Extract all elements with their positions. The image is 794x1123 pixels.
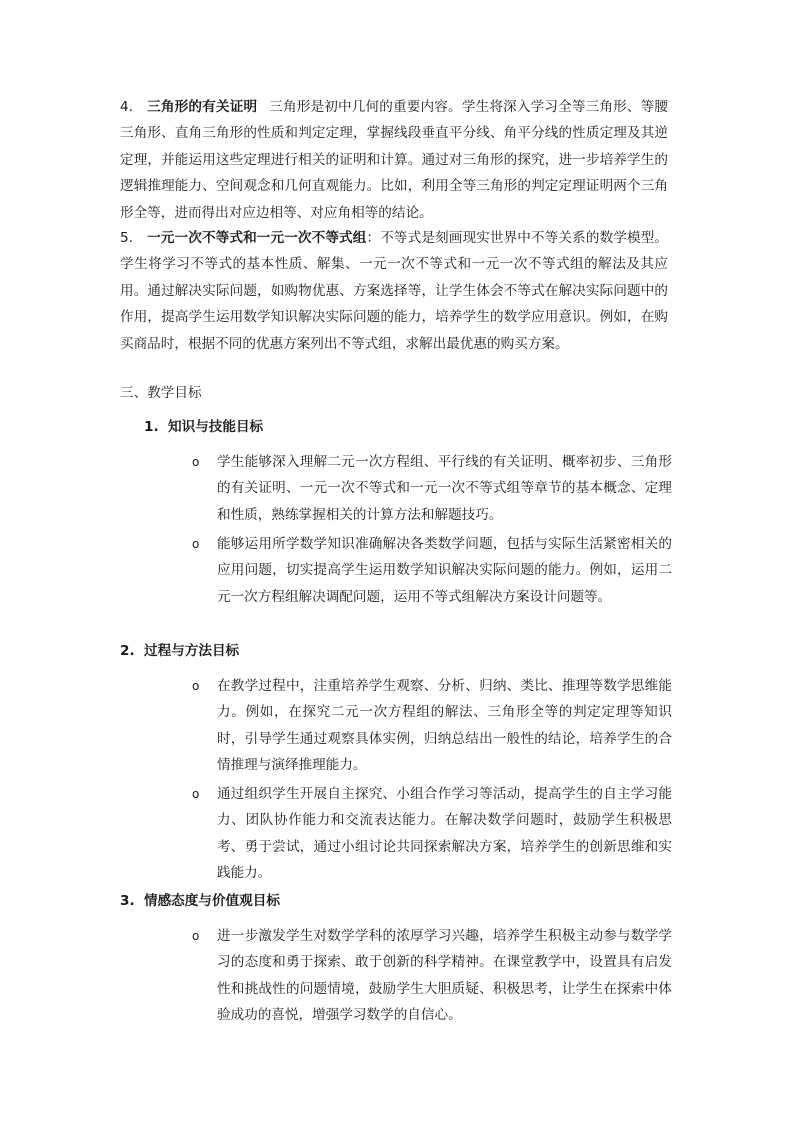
content-item-4: [120, 94, 668, 226]
item-text: ：不等式是刻画现实世界中不等关系的数学模型。学生将学习不等式的基本性质、解集、一元一次不等式和一元一次不等式组的解法及其应用。通过解决实际问题，如购物优惠、方案选择等，让学生体会不等式在解决实际问题中的作用，提高学生运用数学知识解决实际问题的能力，培养学生的数学应用意识。例如，在购买商品时，根据不同的优惠方案列出不等式组，求解出最优惠的购买方案。: [120, 230, 669, 352]
bullet-text: 通过组织学生开展自主探究、小组合作学习等活动，提高学生的自主学习能力、团队协作能力和交流表达能力。在解决数学问题时，鼓励学生积极思考、勇于尝试，通过小组讨论共同探索解决方案，培养学生的创新思维和实践能力。: [217, 786, 672, 882]
content-item-5: [120, 225, 668, 357]
goal-heading-knowledge: [144, 415, 263, 439]
bullet-icon: o: [192, 787, 200, 801]
section-title: 三、教学目标: [120, 385, 202, 401]
goal-number: 3.: [120, 893, 135, 909]
bullet-text: 进一步激发学生对数学学科的浓厚学习兴趣，培养学生积极主动参与数学学习的态度和勇于探索、敢于创新的科学精神。在课堂教学中，设置具有启发性和挑战性的问题情境，鼓励学生大胆质疑、积极思考，让学生在探索中体验成功的喜悦，增强学习数学的自信心。: [217, 928, 672, 1024]
list-item: [192, 449, 672, 528]
list-item: [192, 673, 672, 779]
list-item: [192, 531, 672, 610]
goal-title: 过程与方法目标: [144, 643, 240, 659]
goal-number: 2.: [120, 643, 135, 659]
list-item: [192, 781, 672, 887]
bullet-text: 能够运用所学数学知识准确解决各类数学问题，包括与实际生活紧密相关的应用问题，切实提高学生运用数学知识解决实际问题的能力。例如，运用二元一次方程组解决调配问题，运用不等式组解决方案设计问题等。: [217, 536, 672, 605]
bullet-text: 在教学过程中，注重培养学生观察、分析、归纳、类比、推理等数学思维能力。例如，在探究二元一次方程组的解法、三角形全等的判定定理等知识时，引导学生通过观察具体实例，归纳总结出一般性的结论，培养学生的合情推理与演绎推理能力。: [217, 678, 672, 774]
goal-heading-process: [120, 639, 239, 663]
bullet-icon: o: [192, 929, 200, 943]
item-heading: 三角形的有关证明: [146, 99, 258, 115]
list-item: [192, 923, 672, 1029]
item-text: 三角形是初中几何的重要内容。学生将深入学习全等三角形、等腰三角形、直角三角形的性质和判定定理，掌握线段垂直平分线、角平分线的性质定理及其逆定理，并能运用这些定理进行相关的证明和计算。通过对三角形的探究，进一步培养学生的逻辑推理能力、空间观念和几何直观能力。比如，利用全等三角形的判定定理证明两个三角形全等，进而得出对应边相等、对应角相等的结论。: [120, 99, 669, 221]
goal-title: 知识与技能目标: [168, 419, 264, 435]
item-number: 4.: [120, 99, 133, 115]
item-number: 5.: [120, 230, 133, 246]
bullet-text: 学生能够深入理解二元一次方程组、平行线的有关证明、概率初步、三角形的有关证明、一元一次不等式和一元一次不等式组等章节的基本概念、定理和性质，熟练掌握相关的计算方法和解题技巧。: [217, 454, 672, 523]
item-heading: 一元一次不等式和一元一次不等式组: [146, 230, 367, 246]
bullet-icon: o: [192, 455, 200, 469]
goal-number: 1.: [144, 419, 159, 435]
goal-heading-attitude: [120, 889, 280, 913]
goal-title: 情感态度与价值观目标: [144, 893, 280, 909]
bullet-icon: o: [192, 679, 200, 693]
bullet-icon: o: [192, 537, 200, 551]
